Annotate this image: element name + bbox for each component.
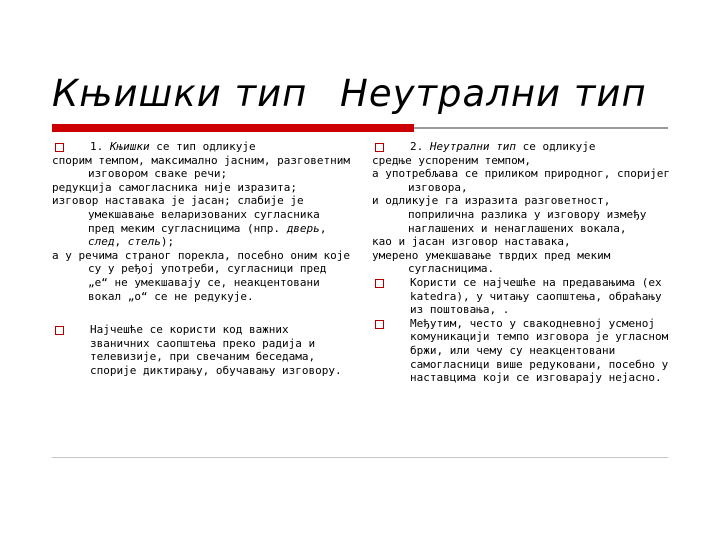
left-line-2: редукција самогласника није изразита; xyxy=(52,180,298,194)
right-bullet-3-text: Међутим, често у свакодневној усменој комуникацији темпо изговора је угласном бржи, или чему су неакцентовани самогласници више редуковани, посебно у наставцима који се изговарају нејасно. xyxy=(410,316,669,385)
left-bullet-1-text: се тип одликује xyxy=(149,140,256,153)
right-bullet-1-text: се одликује xyxy=(515,140,596,153)
left-bullet-1-number: 1. xyxy=(90,140,110,153)
right-line-2: а употребљава се приликом природног, споријег изговора, xyxy=(372,167,671,194)
left-bullet-1 xyxy=(52,140,352,154)
right-bullet-1-number: 2. xyxy=(410,140,430,153)
example-stel: стель xyxy=(127,235,161,249)
right-bullet-2 xyxy=(372,276,672,317)
square-bullet-icon xyxy=(375,320,384,329)
spacer xyxy=(52,303,352,323)
title-underline-gray xyxy=(414,127,668,129)
right-bullet-3 xyxy=(372,317,672,385)
left-line-4: а у речима страног порекла, посебно оним које су у ређој употреби, сугласници пред „е“ не умекшавају се, неакцентовани вокал „о“ се не редукује. xyxy=(52,248,351,303)
left-bullet-2 xyxy=(52,323,352,377)
example-separator: , xyxy=(114,235,128,249)
example-sled: след xyxy=(88,235,115,249)
left-line-1: спорим темпом, максимално јасним, разговетним изговором сваке речи; xyxy=(52,153,351,181)
left-bullet-2-text: Најчешће се користи код важних званичних саопштења преко радија и телевизије, при свечаним беседама, спорије диктирању, обучавању изговору. xyxy=(90,323,342,377)
bottom-divider xyxy=(52,457,668,458)
square-bullet-icon xyxy=(55,143,64,152)
left-line-3 xyxy=(52,194,352,248)
right-bullet-2-text: Користи се најчешће на предавањима (ex katedra), у читању саопштења, обраћању из поштовања, . xyxy=(410,275,662,317)
right-bullet-1-term: Неутрални тип xyxy=(429,140,516,153)
right-line-3: и одликује га изразита разговетност, поприлична разлика у изговору између наглашених и ненаглашених вокала, xyxy=(372,194,647,235)
square-bullet-icon xyxy=(375,279,384,288)
title-underline-accent xyxy=(52,124,414,132)
left-line-3-end: ); xyxy=(160,235,175,249)
right-line-1: средње успореним темпом, xyxy=(372,153,531,167)
left-line-3-text: изговор наставака је јасан; слабије је умекшавање веларизованих сугласника пред меким сугласницима (нпр. xyxy=(52,194,320,235)
square-bullet-icon xyxy=(55,326,64,335)
right-line-5: умерено умекшавање тврдих пред меким сугласницима. xyxy=(372,248,611,276)
square-bullet-icon xyxy=(375,143,384,152)
example-dver: дверь xyxy=(286,221,320,235)
right-bullet-1 xyxy=(372,140,672,154)
title-bookish-type: Књишки тип xyxy=(52,72,308,115)
right-line-4: као и јасан изговор наставака, xyxy=(372,235,571,249)
right-column xyxy=(372,140,672,385)
left-bullet-1-term: Књишки xyxy=(109,140,150,153)
title-neutral-type: Неутрални тип xyxy=(340,72,647,115)
left-column xyxy=(52,140,352,378)
example-separator: , xyxy=(319,221,327,235)
